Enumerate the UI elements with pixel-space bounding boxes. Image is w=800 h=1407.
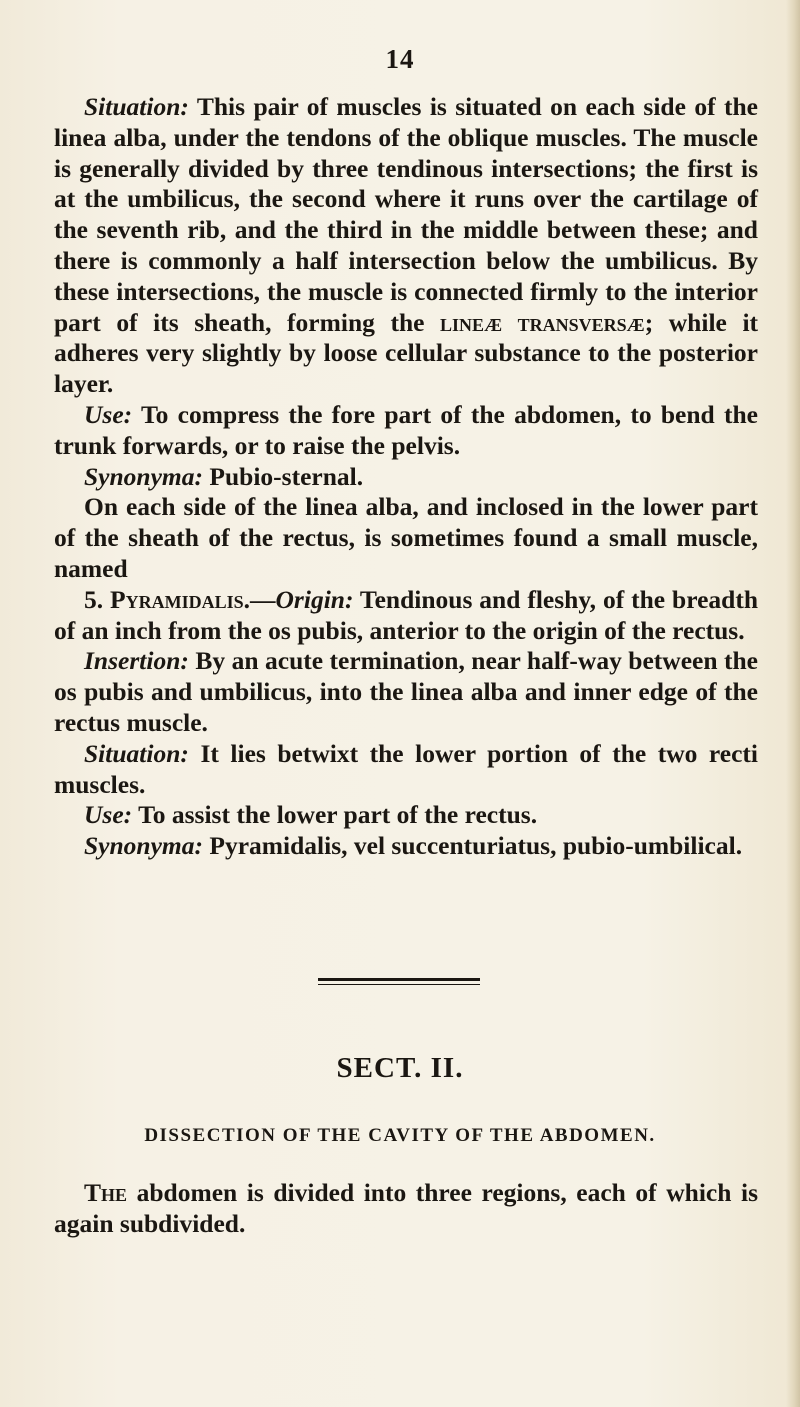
synonyma-text: Pyramidalis, vel succenturiatus, pubio-umbilical. — [209, 831, 743, 861]
use-text: To assist the lower part of the rectus. — [138, 800, 538, 830]
situation-label: Situation: — [84, 92, 189, 121]
origin-text: Tendinous and fleshy, of the breadth of an inch from the os pubis, anterior to the origin of the rectus. — [54, 584, 759, 645]
use-label: Use: — [84, 399, 133, 429]
paragraph-use-pyramidalis — [54, 800, 758, 831]
situation-text: This pair of muscles is situated on each side of the linea alba, under the tendons of the oblique muscles. The muscle is generally divided by three tendinous intersections; the first is at the umbilicus, the second where it runs over the cartilage of the seventh rib, and the third in the middle between these; and there is commonly a half intersection below the umbilicus. By these intersections, the muscle is connected firmly to the interior part of its sheath, forming the — [54, 92, 759, 337]
opening-word: The — [84, 1178, 128, 1207]
paragraph-situation-pyramidalis — [54, 739, 758, 801]
pyramidalis-intro-text: On each side of the linea alba, and inclosed in the lower part of the sheath of the rectus, is sometimes found a small muscle, named — [54, 492, 758, 583]
page-edge-shadow — [786, 0, 800, 1407]
use-label: Use: — [84, 800, 133, 830]
use-text: To compress the fore part of the abdomen, to bend the trunk forwards, or to raise the pelvis. — [54, 399, 758, 460]
paragraph-pyramidalis-origin — [54, 585, 758, 647]
closing-text — [54, 1178, 758, 1240]
muscle-name: Pyramidalis. — [110, 584, 251, 614]
section-subtitle: DISSECTION OF THE CAVITY OF THE ABDOMEN. — [144, 1125, 656, 1146]
paragraph-situation-rectus — [54, 92, 758, 400]
paragraph-pyramidalis-intro — [54, 492, 758, 584]
synonyma-label: Synonyma: — [84, 461, 204, 491]
situation-label: Situation: — [84, 738, 189, 768]
divider-thin-rule — [318, 984, 480, 985]
paragraph-synonyma-pyramidalis — [54, 831, 758, 862]
paragraph-abdomen-regions — [54, 1178, 758, 1240]
abdomen-regions-text: abdomen is divided into three regions, each of which is again subdivided. — [54, 1178, 758, 1238]
synonyma-text: Pubio-sternal. — [209, 461, 364, 491]
origin-label: Origin: — [275, 584, 354, 614]
lineae-transversae-term: lineæ transversæ — [440, 307, 645, 337]
synonyma-label: Synonyma: — [84, 831, 204, 861]
body-text — [54, 92, 758, 862]
paragraph-use-rectus — [54, 400, 758, 462]
muscle-number: 5. — [84, 584, 104, 614]
insertion-label: Insertion: — [84, 646, 189, 676]
em-dash: — — [250, 584, 276, 614]
section-title: SECT. II. — [336, 1052, 464, 1084]
situation-text: It lies betwixt the lower portion of the two recti muscles. — [54, 738, 758, 799]
paragraph-synonyma-rectus — [54, 462, 758, 493]
divider-thick-rule — [318, 978, 480, 981]
insertion-text: By an acute termination, near half-way between the os pubis and umbilicus, into the linea alba and inner edge of the rectus muscle. — [54, 646, 758, 737]
section-divider — [318, 978, 480, 985]
page-number: 14 — [385, 44, 415, 74]
paragraph-insertion — [54, 646, 758, 738]
situation-text-tail: ; while it adheres very slightly by loose cellular substance to the posterior layer. — [54, 307, 759, 399]
